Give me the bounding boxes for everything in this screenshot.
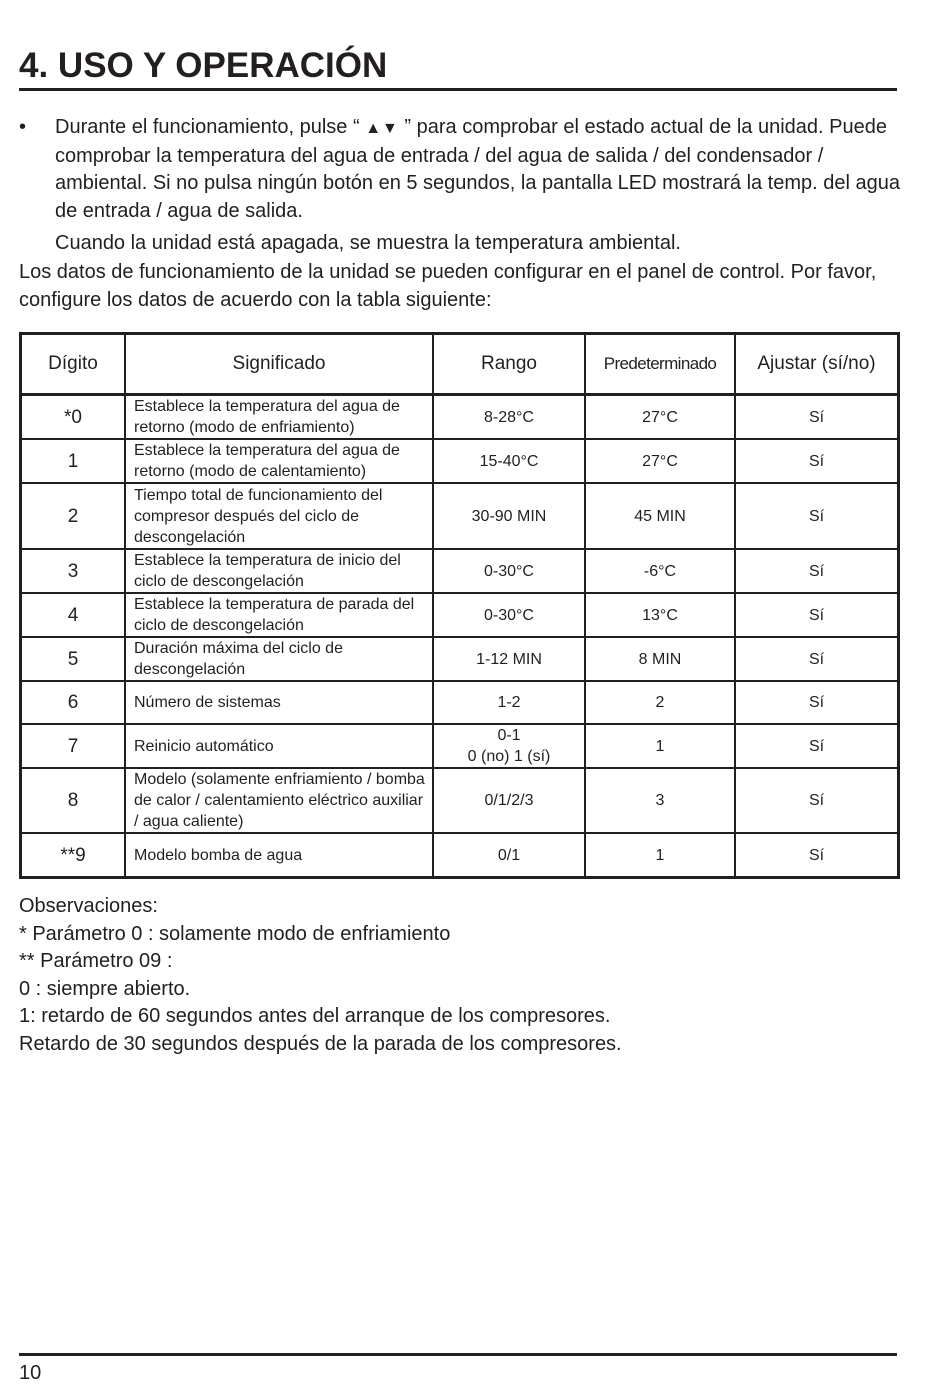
header-default: Predeterminado <box>586 335 736 396</box>
cell-range-line-2: 0 (no) 1 (sí) <box>467 748 551 765</box>
cell-meaning: Establece la temperatura del agua de retorno (modo de enfriamiento) <box>126 396 434 440</box>
cell-digit: 1 <box>22 440 126 484</box>
cell-digit: **9 <box>22 834 126 876</box>
cell-default: 8 MIN <box>586 638 736 682</box>
cell-range: 1-12 MIN <box>434 638 586 682</box>
cell-range: 30-90 MIN <box>434 484 586 550</box>
cell-digit: 4 <box>22 594 126 638</box>
cell-meaning: Establece la temperatura de parada del ciclo de descongelación <box>126 594 434 638</box>
cell-meaning: Reinicio automático <box>126 725 434 769</box>
cell-range: 8-28°C <box>434 396 586 440</box>
up-down-arrows-icon: ▲▼ <box>365 120 399 137</box>
cell-adjust: Sí <box>736 594 897 638</box>
cell-default: 27°C <box>586 440 736 484</box>
cell-digit: 5 <box>22 638 126 682</box>
cell-range: 0-30°C <box>434 594 586 638</box>
observation-line: Retardo de 30 segundos después de la parada de los compresores. <box>19 1032 622 1055</box>
cell-range: 15-40°C <box>434 440 586 484</box>
observations-heading: Observaciones: <box>19 895 158 917</box>
cell-default: 1 <box>586 725 736 769</box>
intro-paragraph: Los datos de funcionamiento de la unidad se pueden configurar en el panel de control. Por favor, configure los datos de acuerdo con la tabla siguiente: <box>19 261 877 311</box>
observation-line: ** Parámetro 09 : <box>19 950 173 972</box>
cell-default: 13°C <box>586 594 736 638</box>
bullet-marker: • <box>19 116 27 138</box>
cell-adjust: Sí <box>736 396 897 440</box>
bullet-block <box>19 114 904 258</box>
table-row <box>22 769 897 834</box>
cell-adjust: Sí <box>736 550 897 594</box>
cell-digit: 6 <box>22 682 126 725</box>
cell-range-line-1: 0-1 <box>497 727 521 744</box>
cell-digit: 2 <box>22 484 126 550</box>
table-row <box>22 484 897 550</box>
table-row <box>22 440 897 484</box>
cell-range: 0/1/2/3 <box>434 769 586 834</box>
cell-adjust: Sí <box>736 484 897 550</box>
cell-digit: 8 <box>22 769 126 834</box>
header-meaning: Significado <box>126 335 434 396</box>
table-row <box>22 682 897 725</box>
observations <box>19 893 904 1058</box>
cell-meaning: Modelo bomba de agua <box>126 834 434 876</box>
cell-meaning: Duración máxima del ciclo de descongelación <box>126 638 434 682</box>
table-header-row <box>22 335 897 396</box>
table-row <box>22 594 897 638</box>
table-row <box>22 550 897 594</box>
cell-default: 2 <box>586 682 736 725</box>
cell-range <box>434 725 586 769</box>
cell-adjust: Sí <box>736 725 897 769</box>
parameter-table-wrap <box>19 332 900 879</box>
table-row <box>22 638 897 682</box>
cell-meaning: Tiempo total de funcionamiento del compresor después del ciclo de descongelación <box>126 484 434 550</box>
cell-default: 3 <box>586 769 736 834</box>
off-note: Cuando la unidad está apagada, se muestra la temperatura ambiental. <box>55 232 681 254</box>
cell-meaning: Modelo (solamente enfriamiento / bomba de calor / calentamiento eléctrico auxiliar / agua caliente) <box>126 769 434 834</box>
cell-default: 1 <box>586 834 736 876</box>
section-title: 4. USO Y OPERACIÓN <box>19 44 897 91</box>
table-row <box>22 725 897 769</box>
observation-line: 0 : siempre abierto. <box>19 977 191 1000</box>
cell-meaning: Número de sistemas <box>126 682 434 725</box>
cell-digit: *0 <box>22 396 126 440</box>
page-number: 10 <box>19 1362 42 1384</box>
cell-meaning: Establece la temperatura de inicio del ciclo de descongelación <box>126 550 434 594</box>
cell-range: 1-2 <box>434 682 586 725</box>
cell-adjust: Sí <box>736 638 897 682</box>
cell-meaning: Establece la temperatura del agua de retorno (modo de calentamiento) <box>126 440 434 484</box>
footer-divider <box>19 1353 897 1356</box>
parameter-table <box>19 332 900 879</box>
cell-range: 0-30°C <box>434 550 586 594</box>
observation-line: 1: retardo de 60 segundos antes del arranque de los compresores. <box>19 1005 611 1027</box>
observation-line: * Parámetro 0 : solamente modo de enfriamiento <box>19 922 451 945</box>
table-row <box>22 834 897 876</box>
cell-digit: 7 <box>22 725 126 769</box>
header-range: Rango <box>434 335 586 396</box>
cell-range: 0/1 <box>434 834 586 876</box>
cell-adjust: Sí <box>736 769 897 834</box>
cell-default: 45 MIN <box>586 484 736 550</box>
cell-adjust: Sí <box>736 682 897 725</box>
bullet-text-after: ” para comprobar el estado actual de la unidad. Puede comprobar la temperatura del agua de entrada / del agua de salida / del condensador / ambiental. Si no pulsa ningún botón en 5 segundos, la pantalla LED mostrará la temp. del agua de entrada / agua de salida. <box>55 116 900 222</box>
bullet-text-before: Durante el funcionamiento, pulse “ <box>55 116 366 138</box>
table-row <box>22 396 897 440</box>
cell-default: 27°C <box>586 396 736 440</box>
header-adjust: Ajustar (sí/no) <box>736 335 897 396</box>
cell-default: -6°C <box>586 550 736 594</box>
cell-digit: 3 <box>22 550 126 594</box>
cell-adjust: Sí <box>808 846 825 864</box>
bullet-item <box>19 114 904 225</box>
header-digit: Dígito <box>22 335 126 396</box>
cell-adjust: Sí <box>736 440 897 484</box>
